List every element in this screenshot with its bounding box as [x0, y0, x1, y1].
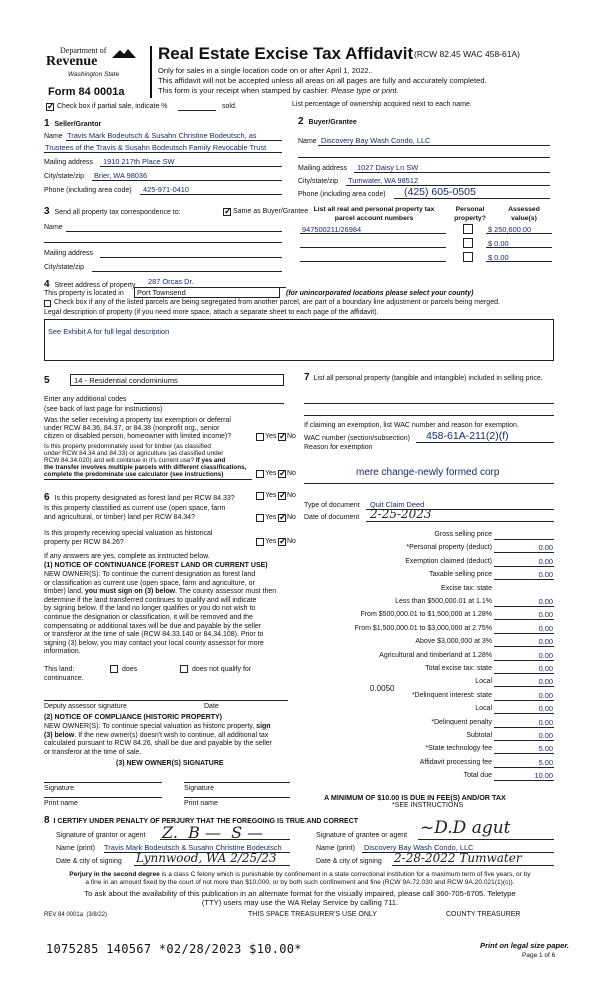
compliance-line-1b: sign — [256, 723, 271, 730]
perjury-line-1 — [32, 871, 568, 879]
perjury-line-2: a fine in an amount fixed by the court of not more than $10,000, or by both such confinement and fine (RCW 9A.72.030 and RCW 9A.20.021(1)(c)). — [85, 878, 515, 886]
land-does-not-checkbox[interactable] — [180, 665, 188, 673]
compliance-line-1a: NEW OWNER(S): To continue special valuation as historic property, — [44, 723, 255, 730]
partial-sold-label: sold. — [222, 103, 237, 110]
parcel-number-1[interactable]: 947500211/26984 — [302, 225, 362, 234]
forest-question-text: Is this property designated as forest land per RCW 84.33? — [54, 495, 235, 502]
calc-label-6: From $500,000.01 to $1,500,000 at 1.28% — [360, 611, 492, 618]
tax-correspondence-label: Send all property tax correspondence to: — [54, 209, 181, 216]
calc-line-7 — [494, 633, 554, 634]
street-address-label: Street address of property — [54, 282, 136, 289]
continuance-line-8: or transferor at the time of sale (RCW 84.33.140 or 84.34.108). Prior to — [44, 631, 264, 639]
sec3-name-label: Name — [44, 224, 63, 231]
document-type[interactable]: Quit Claim Deed — [370, 500, 425, 509]
perjury-text: is a class C felony which is punishable by confinement in a state correctional institution for a maximum term of five years, or by — [159, 871, 531, 878]
grantor-date-city[interactable]: Lynnwood, WA 2/25/23 — [136, 851, 277, 865]
calc-value-3[interactable]: 0.00 — [538, 570, 553, 579]
continuance-line-7: compensating or additional taxes will be due and payable by the seller — [44, 622, 262, 630]
grantor-signature-label: Signature of grantor or agent — [56, 832, 146, 839]
calc-line-9 — [494, 660, 554, 661]
grantee-signature[interactable]: ~D.D agut — [420, 818, 511, 838]
calc-line-1 — [494, 552, 554, 553]
page-title: Real Estate Excise Tax Affidavit — [158, 44, 414, 63]
personal-property-label: List all personal property (tangible and intangible) included in selling price. — [313, 375, 543, 382]
seller-name-2[interactable]: Trustees of the Travis & Susahn Bodeutsch Family Revocable Trust — [45, 143, 267, 152]
calc-value-7[interactable]: 0.00 — [538, 624, 553, 633]
section-8-number: 8 — [44, 815, 50, 826]
reason-line — [304, 483, 554, 484]
calc-label-5: Less than $500,000.01 at 1.1% — [395, 598, 492, 605]
grantor-date-line — [134, 865, 290, 866]
calc-value-10[interactable]: 0.00 — [538, 664, 553, 673]
historical-no-label: No — [287, 538, 296, 545]
calc-label-4: Excise tax: state — [441, 585, 492, 592]
forest-yes-checkbox[interactable] — [256, 492, 264, 500]
historical-yes-checkbox[interactable] — [256, 538, 264, 546]
buyer-section-title: Buyer/Grantee — [308, 119, 357, 126]
calc-value-9[interactable]: 0.00 — [538, 651, 553, 660]
same-as-buyer-label: Same as Buyer/Grantee — [233, 208, 309, 215]
section-6-number: 6 — [44, 492, 50, 503]
calc-value-13[interactable]: 0.00 — [538, 704, 553, 713]
reason-label: Reason for exemption — [304, 444, 373, 451]
alt-format-line-2: (TTY) users may use the WA Relay Service by calling 711. — [201, 898, 399, 907]
timber-question-5: complete the predominate use calculator (see instructions) — [44, 471, 224, 478]
land-does-label: does — [122, 666, 138, 673]
buyer-city-label: City/state/zip — [298, 178, 339, 185]
seller-phone-line — [140, 194, 282, 195]
header-line-3b: Please type or print. — [331, 86, 399, 95]
assessed-line-2 — [486, 247, 552, 248]
calc-label-9: Agricultural and timberland at 1.28% — [379, 652, 492, 659]
certify-statement-text: I CERTIFY UNDER PENALTY OF PERJURY THAT THE FOREGOING IS TRUE AND CORRECT — [53, 818, 359, 825]
located-in-select[interactable]: Port Townsend — [134, 287, 280, 298]
sec3-city-line[interactable] — [92, 271, 282, 272]
deputy-date-label: Date — [204, 703, 219, 710]
compliance-line-4: or transferor at the time of sale. — [44, 748, 142, 756]
document-type-label: Type of document — [304, 502, 360, 509]
continuance-line-1: NEW OWNER(S): To continue the current designation as forest land — [44, 571, 256, 578]
county-treasurer-label: COUNTY TREASURER — [446, 911, 521, 918]
buyer-address-label: Mailing address — [298, 165, 348, 172]
exemption-yes-label: Yes — [265, 433, 277, 440]
buyer-name-label: Name — [298, 138, 317, 145]
buyer-phone-line — [394, 198, 550, 199]
partial-pct-line[interactable] — [178, 110, 216, 111]
sec3-address-label: Mailing address — [44, 250, 94, 257]
tax-correspondence-heading — [44, 206, 181, 217]
seller-name-line-2 — [44, 152, 282, 153]
this-land-label: This land: — [44, 666, 75, 673]
continuance-line-3a: timber) land, — [44, 588, 83, 596]
wac-number-line — [416, 442, 554, 443]
assessed-value-1[interactable]: $ 250,600.00 — [488, 225, 532, 234]
header-divider — [150, 46, 152, 98]
legal-description-text: See Exhibit A for full legal description — [48, 327, 170, 336]
assessed-value-2[interactable]: $ 0.00 — [488, 239, 509, 248]
calc-line-13 — [494, 713, 554, 714]
grantee-name-label: Name (print) — [316, 845, 355, 852]
document-date[interactable]: 2-25-2023 — [370, 507, 432, 521]
personal-property-question — [304, 373, 554, 383]
calc-value-8[interactable]: 0.00 — [538, 637, 553, 646]
calc-value-11[interactable]: 0.00 — [538, 677, 553, 686]
calc-value-18[interactable]: 10.00 — [534, 771, 553, 780]
exemption-no-label: No — [287, 433, 296, 440]
exemption-claim-label: If claiming an exemption, list WAC number and reason for exemption. — [304, 422, 519, 429]
grantor-name-label: Name (print) — [56, 845, 95, 852]
timber-question-4: the transfer involves multiple parcels with different classifications, — [44, 464, 247, 471]
calc-line-17 — [494, 767, 554, 768]
assessed-value-3[interactable]: $ 0.00 — [488, 253, 509, 262]
calc-value-15[interactable]: 0.00 — [538, 731, 553, 740]
calc-label-0: Gross selling price — [434, 531, 492, 538]
calc-label-14: *Delinquent penalty — [431, 719, 492, 726]
buyer-city[interactable]: Tumwater, WA 98512 — [348, 176, 419, 185]
assessed-header-line-2: value(s) — [511, 215, 537, 222]
grantee-signature-label: Signature of grantee or agent — [316, 832, 408, 839]
alt-format-line-1: To ask about the availability of this publication in an alternate format for the visually impaired, please call 360-705-6705. Teletype — [84, 889, 516, 898]
exemption-no-checkbox[interactable] — [278, 433, 286, 441]
revision-number: REV 84 0001a — [44, 912, 84, 918]
seller-name-1[interactable]: Travis Mark Bodeutsch & Susahn Christine Bodeutsch, as — [67, 131, 257, 140]
calc-value-1[interactable]: 0.00 — [538, 543, 553, 552]
calc-label-3: Taxable selling price — [428, 571, 492, 578]
current-use-question-1: Is this property classified as current use (open space, farm — [44, 505, 226, 512]
header-line-3a: This form is your receipt when stamped by cashier. — [158, 86, 329, 95]
rcw-reference: (RCW 82.45 WAC 458-61A) — [414, 49, 520, 59]
grantee-date-line — [392, 865, 554, 866]
owner-signature-label-1: Signature — [44, 785, 74, 792]
current-use-no-checkbox[interactable] — [278, 514, 286, 522]
calc-value-2[interactable]: 0.00 — [538, 557, 553, 566]
logo-revenue-word: Revenue — [46, 54, 98, 69]
assessed-header-line-1: Assessed — [508, 206, 540, 213]
legal-description-box[interactable] — [44, 319, 554, 361]
seller-section-heading — [44, 118, 101, 129]
buyer-address[interactable]: 1027 Daisy Ln SW — [357, 163, 419, 172]
continuance-line-2: or classification as current use (open space, farm and agriculture, or — [44, 579, 255, 587]
grantor-date-city-label: Date & city of signing — [56, 858, 122, 865]
logo-state-line: Washington State — [68, 71, 120, 78]
exemption-question-2: under RCW 84.36, 84.37, or 84.38 (nonprofit org., senior — [44, 425, 220, 432]
seller-city-label: City/state/zip — [44, 173, 85, 180]
continuance-line-3b: you must sign on (3) below — [84, 588, 176, 596]
calc-value-6[interactable]: 0.00 — [538, 610, 553, 619]
personal-property-checkbox-1[interactable] — [463, 224, 473, 234]
continuance-label: continuance. — [44, 675, 84, 682]
historical-question-1: Is this property receiving special valuation as historical — [44, 530, 213, 537]
new-owner-signature-title: (3) NEW OWNER(S) SIGNATURE — [116, 760, 224, 767]
grantee-print-name[interactable]: Discovery Bay Wash Condo, LLC — [364, 843, 474, 852]
calc-label-8: Above $3,000,000 at 3% — [415, 638, 492, 645]
document-date-label: Date of document — [304, 514, 360, 521]
legal-paper-note: Print on legal size paper. — [480, 941, 570, 950]
calc-value-14[interactable]: 0.00 — [538, 718, 553, 727]
treasurer-use-label: THIS SPACE TREASURER'S USE ONLY — [248, 911, 377, 918]
calc-line-5 — [494, 606, 554, 607]
parcel-header-line-2: parcel account numbers — [334, 215, 414, 222]
forest-yes-label: Yes — [265, 492, 277, 499]
document-date-line — [366, 521, 554, 522]
seller-phone[interactable]: 425-971-0410 — [143, 185, 190, 194]
forest-no-checkbox[interactable] — [278, 492, 286, 500]
personal-header-line-1: Personal — [455, 206, 485, 213]
section-5-number: 5 — [44, 375, 50, 386]
revision-label — [44, 912, 107, 918]
personal-property-line-1[interactable] — [304, 403, 554, 404]
revenue-logo — [46, 46, 136, 86]
deputy-signature-line[interactable] — [44, 700, 288, 701]
personal-property-line-2[interactable] — [304, 415, 554, 416]
header-line-1: Only for sales in a single location code on or after April 1, 2022.. — [158, 66, 373, 75]
minimum-due-note: A MINIMUM OF $10.00 IS DUE IN FEE(S) AND/OR TAX — [324, 793, 506, 802]
continuance-notice-body — [44, 571, 276, 657]
section-3-number: 3 — [44, 206, 50, 217]
seller-address-line — [100, 166, 282, 167]
seller-name-label: Name — [44, 133, 63, 140]
timber-underline — [44, 479, 252, 480]
owner-signature-label-2: Signature — [184, 785, 214, 792]
grantee-signature-line — [418, 839, 554, 840]
calc-label-11: Local — [475, 678, 492, 685]
buyer-section-heading — [298, 116, 357, 127]
continuance-line-10: information. — [44, 648, 81, 656]
continuance-line-4: determine if the land transferred continues to qualify and will indicate — [44, 596, 257, 604]
continuance-line-9: signing (3) below, you may contact your local county assessor for more — [44, 639, 264, 647]
calc-line-12 — [494, 700, 554, 701]
personal-property-header — [448, 205, 492, 223]
seller-city-line — [92, 180, 282, 181]
timber-question-2: under RCW 84.34 and 84.33) or agriculture (as classified under — [44, 450, 224, 457]
legal-description-label: Legal description of property (if you need more space, attach a separate sheet to each page of the affidavit). — [44, 309, 379, 316]
historical-yes-label: Yes — [265, 538, 277, 545]
exemption-question-3: citizen or disabled person, homeowner with limited income)? — [44, 433, 232, 440]
land-use-code-select[interactable]: 14 - Residential condominiums — [70, 374, 284, 386]
exemption-yes-checkbox[interactable] — [256, 433, 264, 441]
calc-label-18: Total due — [463, 772, 492, 779]
calc-line-16 — [494, 753, 554, 754]
timber-question-3 — [44, 457, 225, 464]
buyer-phone-label: Phone (including area code) — [298, 191, 386, 198]
calc-label-13: Local — [475, 705, 492, 712]
compliance-notice-title: (2) NOTICE OF COMPLIANCE (HISTORIC PROPERTY) — [44, 714, 222, 721]
compliance-line-2 — [44, 732, 272, 741]
calc-label-2: Exemption claimed (deduct) — [405, 558, 492, 565]
buyer-name[interactable]: Discovery Bay Wash Condo, LLC — [321, 136, 431, 145]
section-7-number: 7 — [304, 372, 310, 383]
perjury-notice — [32, 871, 568, 886]
see-instructions-note: *SEE INSTRUCTIONS — [392, 802, 464, 809]
calc-label-7: From $1,500,000.01 to $3,000,000 at 2.75% — [354, 625, 492, 632]
alternate-format-notice — [32, 889, 568, 907]
compliance-line-3: calculated pursuant to RCW 84.26, shall be due and payable by the seller — [44, 740, 273, 748]
street-address[interactable]: 287 Orcas Dr. — [148, 277, 194, 286]
local-rate: 0.0050 — [370, 684, 395, 693]
buyer-name-line-2 — [298, 157, 550, 158]
partial-sale-label: Check box if partial sale, indicate % — [57, 103, 168, 110]
assessed-value-header — [494, 205, 554, 223]
sec3-address-line[interactable] — [100, 257, 282, 258]
timber-yes-checkbox[interactable] — [256, 470, 264, 478]
calc-line-2 — [494, 566, 554, 567]
assessed-line-3 — [486, 261, 552, 262]
calc-label-15: Subtotal — [466, 732, 492, 739]
personal-property-checkbox-3[interactable] — [463, 252, 473, 262]
segregate-checkbox[interactable] — [44, 300, 51, 307]
calc-value-5[interactable]: 0.00 — [538, 597, 553, 606]
exemption-reason[interactable]: mere change-newly formed corp — [356, 467, 500, 478]
if-yes-instruction: If any answers are yes, complete as instructed below. — [44, 553, 210, 560]
seller-phone-label: Phone (including area code) — [44, 187, 132, 194]
timber-no-checkbox[interactable] — [278, 470, 286, 478]
parcel-header-line-1: List all real and personal property tax — [313, 206, 435, 213]
calc-line-11 — [494, 686, 554, 687]
assessed-line-1 — [486, 233, 552, 234]
calc-label-10: Total excise tax: state — [425, 665, 492, 672]
owner-signature-line-2[interactable] — [184, 782, 290, 783]
compliance-line-1 — [44, 723, 272, 732]
buyer-phone[interactable]: (425) 605-0505 — [404, 186, 476, 198]
owner-print-line-1[interactable] — [44, 797, 162, 798]
form-number: Form 84 0001a — [48, 86, 125, 98]
calc-value-17[interactable]: 5.00 — [538, 758, 553, 767]
calc-line-18 — [494, 780, 554, 781]
timber-yes-label: Yes — [265, 470, 277, 477]
deputy-signature-label: Deputy assessor signature — [44, 703, 127, 710]
timber-question-3b: If yes and — [195, 457, 226, 464]
seller-city[interactable]: Brier, WA 98036 — [94, 171, 148, 180]
parcel-line-2[interactable] — [300, 247, 446, 248]
current-use-yes-checkbox[interactable] — [256, 514, 264, 522]
timber-question-3a: RCW 84.34.020) and will continue in it's current use? — [44, 457, 195, 464]
page-number: Page 1 of 6 — [522, 952, 556, 959]
seller-section-title: Seller/Grantor — [54, 121, 102, 128]
personal-header-line-2: property? — [454, 215, 486, 222]
wac-number-label: WAC number (section/subsection) — [304, 435, 410, 442]
sec3-name-line[interactable] — [66, 231, 282, 232]
section-4-number: 4 — [44, 279, 50, 290]
historical-question-2: property per RCW 84.26? — [44, 539, 124, 546]
see-back-note: (see back of last page for instructions) — [44, 406, 163, 413]
parcel-line-3[interactable] — [300, 261, 446, 262]
current-use-no-label: No — [287, 514, 296, 521]
calc-line-15 — [494, 740, 554, 741]
calc-line-8 — [494, 646, 554, 647]
grantee-date-city[interactable]: 2-28-2022 Tumwater — [394, 851, 522, 865]
calc-label-12: *Delinquent interest: state — [411, 692, 492, 699]
calc-label-16: *State technology fee — [425, 745, 492, 752]
continuance-line-6: continue the designation or classification, it will be removed and the — [44, 613, 253, 621]
mountain-icon — [112, 48, 136, 58]
calc-line-6 — [494, 619, 554, 620]
timber-question-1: Is this property predominately used for timber (as classified — [44, 443, 211, 450]
buyer-section-number: 2 — [298, 116, 304, 127]
calc-line-0 — [494, 539, 554, 540]
cashier-stamp: 1075285 140567 *02/28/2023 $10.00* — [46, 942, 302, 956]
calc-label-17: Affidavit processing fee — [419, 759, 492, 766]
calc-line-14 — [494, 727, 554, 728]
continuance-line-3 — [44, 588, 276, 597]
current-use-yes-label: Yes — [265, 514, 277, 521]
sec3-name-line-2[interactable] — [44, 242, 282, 243]
additional-codes-label: Enter any additional codes — [44, 396, 127, 403]
calc-line-10 — [494, 673, 554, 674]
same-as-buyer-checkbox[interactable] — [223, 208, 231, 216]
calc-line-3 — [494, 579, 554, 580]
parcel-line-1 — [300, 233, 446, 234]
sec3-city-label: City/state/zip — [44, 264, 85, 271]
forest-question — [44, 492, 235, 503]
seller-address-label: Mailing address — [44, 159, 94, 166]
land-does-checkbox[interactable] — [110, 665, 118, 673]
exemption-question-1: Was the seller receiving a property tax exemption or deferral — [44, 417, 231, 424]
parcel-header — [304, 205, 444, 223]
seller-section-number: 1 — [44, 118, 50, 129]
owner-signature-line-1[interactable] — [44, 782, 162, 783]
continuance-notice-title: (1) NOTICE OF CONTINUANCE (FOREST LAND OR CURRENT USE) — [44, 562, 268, 569]
buyer-name-line — [318, 145, 550, 146]
list-percentage-note: List percentage of ownership acquired next to each name. — [292, 101, 472, 108]
wac-number[interactable]: 458-61A-211(2)(f) — [426, 430, 509, 442]
compliance-line-2a: (3) below — [44, 731, 75, 739]
partial-sale-checkbox[interactable] — [46, 103, 54, 111]
forest-no-label: No — [287, 492, 296, 499]
owner-print-label-1: Print name — [44, 800, 78, 807]
timber-no-label: No — [287, 470, 296, 477]
historical-no-checkbox[interactable] — [278, 538, 286, 546]
additional-codes-line[interactable] — [134, 403, 284, 404]
segregate-label: Check box if any of the listed parcels are being segregated from another parcel, are part of a boundary line adjustment or parcels being merged. — [54, 299, 500, 306]
continuance-line-5: by signing below. If the land no longer qualifies or you do not wish to — [44, 605, 256, 613]
seller-address[interactable]: 1910 217th Place SW — [103, 157, 175, 166]
grantee-date-city-label: Date & city of signing — [316, 858, 382, 865]
seller-name-line-1 — [66, 140, 282, 141]
current-use-question-2: and agricultural, or timber) land per RCW 84.34? — [44, 514, 195, 521]
personal-property-checkbox-2[interactable] — [463, 238, 473, 248]
compliance-notice-body — [44, 723, 272, 757]
buyer-address-line — [354, 172, 550, 173]
perjury-bold: Perjury in the second degree — [69, 871, 160, 878]
located-in-label: This property is located in — [44, 290, 124, 297]
grantor-print-name[interactable]: Travis Mark Bodeutsch & Susahn Christine Bodeutsch — [104, 843, 282, 852]
calc-value-12[interactable]: 0.00 — [538, 691, 553, 700]
compliance-line-2b: . If the new owner(s) doesn't wish to continue, all additional tax — [74, 731, 269, 739]
street-address-row — [44, 279, 135, 290]
continuance-line-3c: . The county assessor must then — [175, 588, 277, 596]
revision-date: (3/8/22) — [86, 912, 108, 918]
owner-print-line-2[interactable] — [184, 797, 290, 798]
unincorporated-note: (for unincorporated locations please select your county) — [286, 290, 474, 297]
grantor-signature[interactable]: Z. B — S — — [162, 823, 264, 842]
calc-label-1: *Personal property (deduct) — [406, 544, 492, 551]
logo-dept-line: Department of — [60, 46, 107, 55]
land-does-not-label: does not qualify for — [192, 666, 252, 673]
owner-print-label-2: Print name — [184, 800, 218, 807]
calc-value-16[interactable]: 5.00 — [538, 744, 553, 753]
header-line-3 — [158, 86, 399, 95]
header-line-2: This affidavit will not be accepted unless all areas on all pages are fully and accurately completed. — [158, 76, 487, 85]
